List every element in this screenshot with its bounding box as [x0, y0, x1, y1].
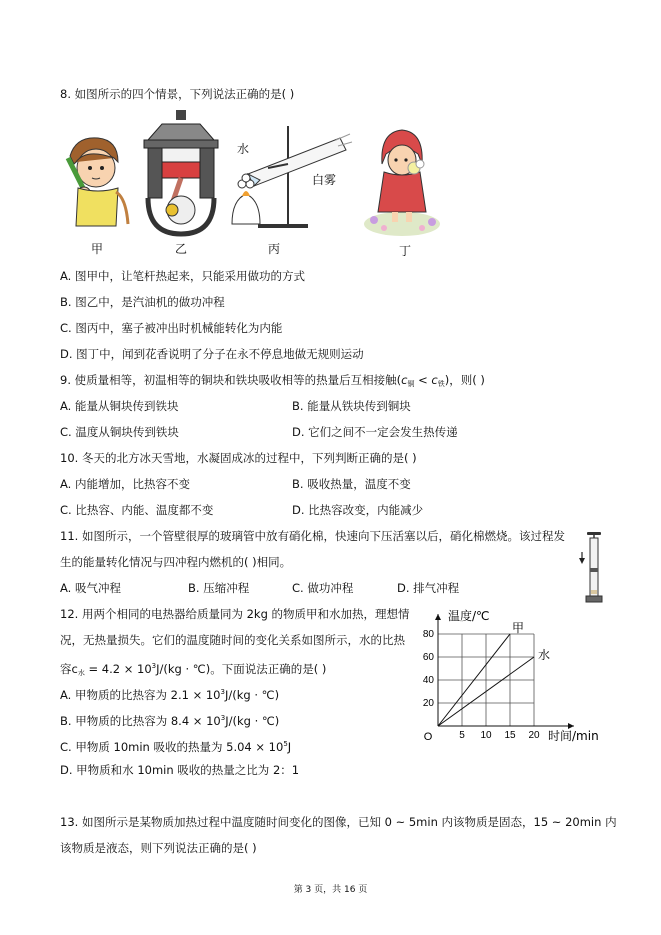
q8-stem: 8. 如图所示的四个情景，下列说法正确的是( ) [60, 87, 295, 101]
q10-option-d: D. 比热容改变，内能减少 [292, 503, 424, 517]
q11-option-b: B. 压缩冲程 [188, 581, 250, 595]
figure-label-fog: 白雾 [312, 173, 337, 187]
figure-jia-boy [62, 128, 132, 233]
x-tick-label-3: 20 [528, 730, 540, 741]
figure-label-ding: 丁 [399, 244, 412, 258]
series-label-jia: 甲 [512, 621, 525, 635]
figure-label-yi: 乙 [175, 242, 188, 256]
q11-option-c: C. 做功冲程 [292, 581, 354, 595]
q11-option-d: D. 排气冲程 [397, 581, 460, 595]
q10-option-a: A. 内能增加，比热容不变 [60, 477, 190, 491]
q9-c-copper: c [401, 373, 408, 387]
q12-temperature-time-chart [410, 606, 605, 746]
x-tick-label-2: 15 [504, 730, 516, 741]
q8-option-c: C. 图丙中，塞子被冲出时机械能转化为内能 [60, 321, 283, 335]
q9-option-c: C. 温度从铜块传到铁块 [60, 425, 179, 439]
q10-option-b: B. 吸收热量，温度不变 [292, 477, 411, 491]
q11-stem-line2: 生的能量转化情况与四冲程内燃机的( )相同。 [60, 555, 292, 569]
page-footer: 第 3 页，共 16 页 [293, 885, 368, 895]
series-label-water: 水 [538, 648, 551, 662]
q9-option-d: D. 它们之间不一定会发生热传递 [292, 425, 458, 439]
x-axis-label: 时间/min [548, 729, 599, 743]
q9-c-iron: c [431, 373, 438, 387]
q12-option-d: D. 甲物质和水 10min 吸收的热量之比为 2：1 [60, 763, 300, 777]
q12-stem-line3: 容$c_水 = 4.2 \times 10^3J/(kg$ · ℃)。下面说法正确的是( ) [60, 662, 327, 677]
y-tick-label-1: 40 [422, 675, 434, 686]
q9-option-a: A. 能量从铜块传到铁块 [60, 399, 179, 413]
figure-label-water: 水 [237, 142, 250, 156]
figure-yi-engine [140, 110, 222, 235]
q10-stem: 10. 冬天的北方冰天雪地，水凝固成冰的过程中，下列判断正确的是( ) [60, 451, 417, 465]
q13-stem-line1: 13. 如图所示是某物质加热过程中温度随时间变化的图像，已知 0 ~ 5min 内该物质是固态，15 ~ 20min 内 [60, 815, 617, 829]
origin-label: O [423, 731, 433, 743]
q12-stem-line1: 12. 用两个相同的电热器给质量同为 2kg 的物质甲和水加热，理想情 [60, 607, 410, 621]
q9-stem: 9. 使质量相等，初温相等的铜块和铁块吸收相等的热量后互相接触$(c_铜 < c_铁)$，则( ) [60, 373, 485, 388]
q12-option-b: B. 甲物质的比热容为 $8.4 \times 10^3J/(kg$ · ℃) [60, 714, 280, 728]
y-tick-label-2: 60 [422, 652, 434, 663]
figure-label-bing: 丙 [268, 242, 281, 256]
q8-option-a: A. 图甲中，让笔杆热起来，只能采用做功的方式 [60, 269, 305, 283]
q11-stem-line1: 11. 如图所示，一个管壁很厚的玻璃管中放有硝化棉，快速向下压活塞以后，硝化棉燃烧。该过程发 [60, 529, 565, 543]
q12-option-a: A. 甲物质的比热容为 $2.1 \times 10^3J/(kg$ · ℃) [60, 688, 280, 702]
q13-stem-line2: 该物质是液态，则下列说法正确的是( ) [60, 841, 257, 855]
x-tick-label-0: 5 [459, 730, 465, 741]
q8-option-b: B. 图乙中，是汽油机的做功冲程 [60, 295, 225, 309]
y-tick-label-3: 80 [422, 629, 434, 640]
q12-option-c: C. 甲物质 10min 吸收的热量为 $5.04 \times 10^5J$ [60, 740, 292, 754]
q12-stem-line2: 况，无热量损失。它们的温度随时间的变化关系如图所示，水的比热 [60, 633, 405, 647]
figure-ding-girl [362, 124, 444, 238]
figure-label-jia: 甲 [91, 242, 104, 256]
q9-option-b: B. 能量从铁块传到铜块 [292, 399, 411, 413]
y-tick-label-0: 20 [422, 698, 434, 709]
figure-q11-glass-tube [574, 530, 604, 604]
q10-option-c: C. 比热容、内能、温度都不变 [60, 503, 214, 517]
q11-option-a: A. 吸气冲程 [60, 581, 121, 595]
q8-option-d: D. 图丁中，闻到花香说明了分子在永不停息地做无规则运动 [60, 347, 364, 361]
x-tick-label-1: 10 [480, 730, 492, 741]
y-axis-arrow [435, 614, 441, 620]
y-axis-label: 温度/℃ [448, 609, 490, 623]
